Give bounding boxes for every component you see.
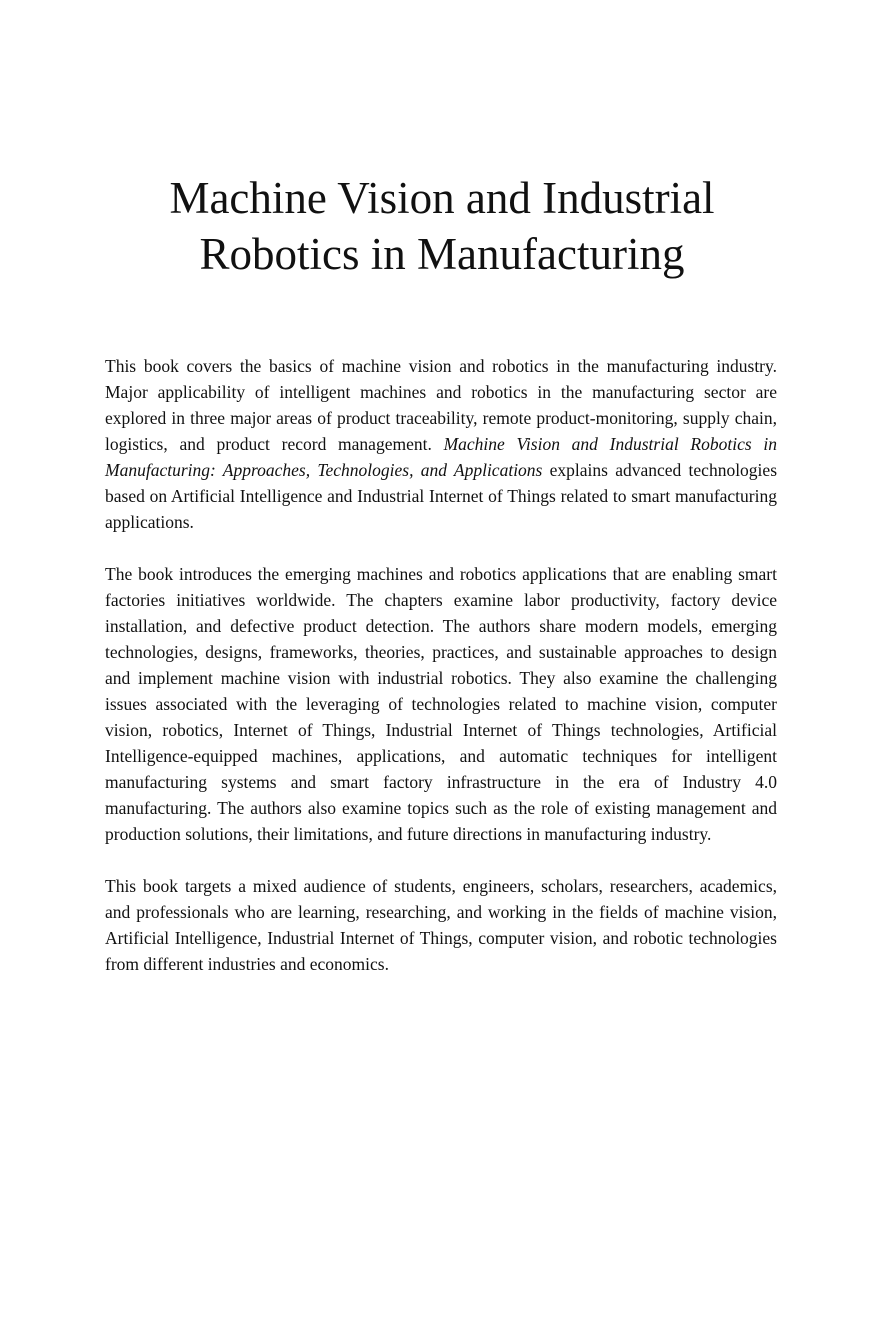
description-paragraph-2: The book introduces the emerging machines and robotics applications that are enabling smart factories initiatives worldwide. The chapters examine labor productivity, factory device installation, and defective product detection. The authors share modern models, emerging technologies, designs, frameworks, theories, practices, and sustainable approaches to design and implement machine vision with industrial robotics. They also examine the challenging issues associated with the leveraging of technologies related to machine vision, computer vision, robotics, Internet of Things, Industrial Internet of Things technologies, Artificial Intelligence-equipped machines, applications, and automatic techniques for intelligent manufacturing systems and smart factory infrastructure in the era of Industry 4.0 manufacturing. The authors also examine topics such as the role of existing management and production solutions, their limitations, and future directions in manufacturing industry. [105, 564, 777, 844]
description-paragraph-1 [105, 353, 777, 535]
paragraph-1-italic-title: Machine Vision and Industrial Robotics in Manufacturing: Approaches, Technologies, and Applications [105, 434, 777, 480]
paragraph-1-text-after: explains advanced technologies based on Artificial Intelligence and Industrial Internet of Things related to smart manufacturing applications. [105, 460, 778, 532]
description-paragraph-3: This book targets a mixed audience of students, engineers, scholars, researchers, academics, and professionals who are learning, researching, and working in the fields of machine vision, Artificial Intelligence, Industrial Internet of Things, computer vision, and robotic technologies from different industries and economics. [105, 876, 777, 974]
book-description [105, 353, 777, 1003]
book-title [60, 170, 824, 282]
paragraph-1-text-before: This book covers the basics of machine vision and robotics in the manufacturing industry. Major applicability of intelligent machines and robotics in the manufacturing sector are explored in three major areas of product traceability, remote product-monitoring, supply chain, logistics, and product record management. [105, 356, 777, 454]
book-title-line-2: Robotics in Manufacturing [199, 229, 685, 279]
book-title-line-1: Machine Vision and Industrial [169, 173, 715, 223]
